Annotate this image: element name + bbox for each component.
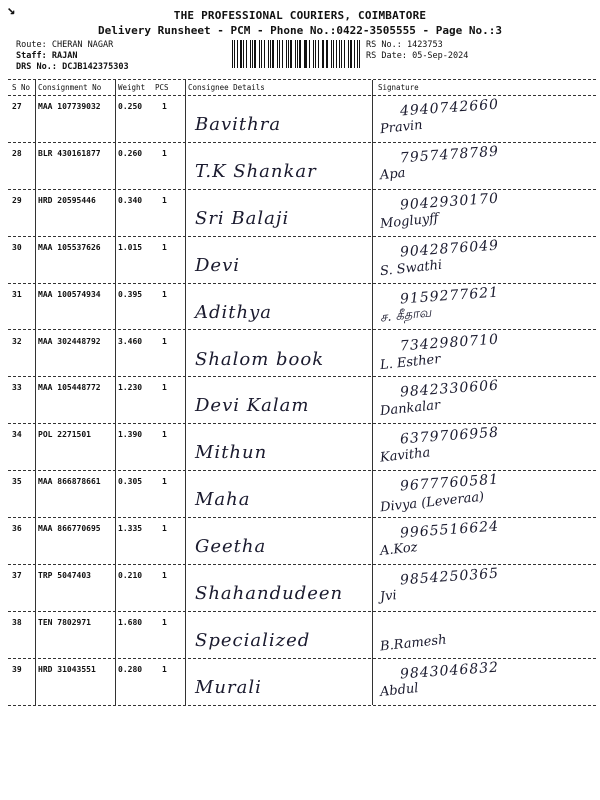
header-rule-top: [8, 79, 596, 80]
rs-no-line: [366, 40, 443, 50]
barcode-bar: [259, 40, 261, 68]
consignee-name: T.K Shankar: [195, 160, 317, 182]
company-title: THE PROFESSIONAL COURIERS, COIMBATORE: [173, 9, 427, 22]
consignee-name: Bavithra: [195, 114, 282, 135]
consignee-name: Shahandudeen: [195, 583, 344, 604]
recipient-signature: B.Ramesh: [379, 632, 448, 655]
serial-number: 34: [12, 430, 22, 440]
consignee-name: Murali: [195, 676, 262, 698]
barcode-bar: [309, 40, 311, 68]
consignee-name: Geetha: [195, 536, 267, 558]
barcode-bar: [326, 40, 328, 68]
recipient-phone: 7957478789: [399, 143, 500, 167]
consignment-number: MAA 302448792: [38, 336, 101, 346]
consignee-name: Maha: [195, 489, 251, 511]
serial-number: 32: [12, 336, 22, 346]
serial-number: 31: [12, 289, 22, 299]
pieces-count: 1: [162, 664, 167, 674]
weight-value: 0.210: [118, 571, 143, 580]
consignment-number: MAA 105448772: [38, 383, 101, 393]
consignment-number: MAA 866770695: [38, 524, 101, 534]
barcode-bar: [313, 40, 314, 68]
recipient-phone: 7342980710: [399, 331, 500, 354]
barcode-bar: [240, 40, 242, 68]
route-label: Route:: [16, 40, 47, 50]
pieces-count: 1: [162, 383, 167, 393]
rs-date-value: 05-Sep-2024: [412, 51, 469, 61]
barcode-bar: [331, 40, 332, 68]
staff-line: [16, 51, 77, 61]
barcode-bar: [318, 40, 319, 68]
pieces-count: 1: [162, 102, 167, 111]
table-row: [0, 518, 600, 565]
table-row: [0, 424, 600, 471]
consignee-name: Adithya: [195, 301, 273, 323]
barcode-bar: [359, 40, 360, 68]
route-line: [16, 40, 113, 50]
table-row: [0, 565, 600, 612]
table-row: [0, 190, 600, 237]
staff-label: Staff:: [16, 51, 47, 61]
barcode-bar: [279, 40, 280, 68]
recipient-phone: 4940742660: [399, 96, 500, 120]
barcode-bar: [344, 40, 345, 68]
recipient-signature: Kavitha: [379, 445, 431, 466]
barcode-bar: [305, 40, 306, 68]
barcode-bar: [341, 40, 342, 68]
barcode-bar: [354, 40, 355, 68]
recipient-signature: ச. கீதாவ: [379, 304, 433, 326]
barcode-bar: [315, 40, 316, 68]
recipient-signature: Dankalar: [379, 398, 441, 420]
consignment-number: MAA 105537626: [38, 242, 101, 252]
consignee-name: Shalom book: [195, 348, 325, 370]
drs-line: [16, 62, 129, 72]
barcode-bar: [246, 40, 247, 68]
barcode-bar: [357, 40, 358, 68]
serial-number: 30: [12, 242, 22, 252]
pieces-count: 1: [162, 336, 167, 346]
row-divider: [8, 705, 596, 706]
consignment-number: HRD 20595446: [38, 195, 96, 205]
consignment-number: HRD 31043551: [38, 664, 96, 674]
consignee-name: Sri Balaji: [195, 207, 290, 229]
barcode-bar: [290, 40, 292, 68]
consignment-number: MAA 866878661: [38, 477, 101, 487]
barcode-bar: [282, 40, 283, 68]
recipient-signature: Pravin: [379, 117, 424, 138]
consignee-name: Mithun: [195, 442, 268, 464]
serial-number: 35: [12, 477, 22, 487]
recipient-phone: 9854250365: [399, 565, 500, 589]
weight-value: 0.280: [118, 664, 143, 674]
serial-number: 27: [12, 102, 22, 111]
table-row: [0, 377, 600, 424]
recipient-phone: 9843046832: [399, 659, 500, 683]
serial-number: 33: [12, 383, 22, 393]
pieces-count: 1: [162, 148, 167, 158]
barcode-bar: [272, 40, 274, 68]
recipient-phone: 6379706958: [399, 424, 500, 448]
pieces-count: 1: [162, 617, 167, 627]
barcode-bar: [350, 40, 352, 68]
serial-number: 29: [12, 195, 22, 205]
drs-label: DRS No.:: [16, 62, 57, 72]
table-row: [0, 612, 600, 659]
recipient-signature: Mogluyff: [379, 210, 440, 232]
recipient-phone: 9042876049: [399, 237, 500, 261]
recipient-phone: 9042930170: [399, 190, 500, 214]
consignment-number: POL 2271501: [38, 430, 91, 440]
barcode-bar: [322, 40, 323, 68]
recipient-signature: L. Esther: [379, 351, 442, 373]
route-value: CHERAN NAGAR: [51, 40, 114, 50]
weight-value: 1.230: [118, 383, 143, 393]
consignee-name: Devi Kalam: [195, 395, 310, 417]
weight-value: 3.460: [118, 336, 143, 346]
table-row: [0, 284, 600, 331]
barcode-bar: [268, 40, 269, 68]
pieces-count: 1: [162, 524, 167, 534]
weight-value: 1.390: [118, 430, 143, 440]
recipient-signature: Abdul: [379, 680, 420, 700]
recipient-signature: Jvi: [379, 588, 398, 605]
col-header-weight: Weight: [118, 83, 146, 92]
barcode-bar: [232, 40, 233, 68]
serial-number: 38: [12, 617, 22, 627]
consignment-number: MAA 107739032: [38, 102, 101, 111]
table-row: [0, 237, 600, 284]
recipient-signature: Divya (Leveraa): [379, 489, 485, 516]
table-row: [0, 659, 600, 706]
recipient-phone: 9842330606: [399, 377, 500, 401]
pieces-count: 1: [162, 195, 167, 205]
barcode-bar: [234, 40, 235, 68]
drs-value: DCJB142375303: [62, 62, 129, 72]
barcode-bar: [336, 40, 337, 68]
weight-value: 0.260: [118, 148, 143, 158]
table-row: [0, 96, 600, 143]
barcode-bar: [254, 40, 255, 68]
barcode-bar: [288, 40, 289, 68]
barcode-bar: [243, 40, 244, 68]
rs-no-value: 1423753: [406, 40, 443, 50]
serial-number: 36: [12, 524, 22, 534]
pieces-count: 1: [162, 430, 167, 440]
barcode-bar: [348, 40, 349, 68]
consignment-number: MAA 100574934: [38, 289, 101, 299]
table-row: [0, 143, 600, 190]
col-header-consignee: Consignee Details: [188, 83, 265, 92]
col-header-pcs: PCS: [155, 83, 169, 92]
barcode-bar: [277, 40, 278, 68]
col-header-sno: S No: [12, 83, 31, 92]
consignment-number: TEN 7802971: [38, 617, 91, 627]
barcode-bar: [304, 40, 305, 68]
barcode-bar: [333, 40, 334, 68]
serial-number: 28: [12, 148, 22, 158]
barcode-bar: [261, 40, 262, 68]
barcode-bar: [286, 40, 287, 68]
serial-number: 37: [12, 571, 22, 580]
recipient-signature: Apa: [379, 165, 407, 184]
recipient-phone: 9677760581: [399, 471, 500, 495]
barcode-image: [232, 40, 362, 68]
serial-number: 39: [12, 664, 22, 674]
weight-value: 0.250: [118, 102, 143, 111]
staff-value: RAJAN: [51, 51, 78, 61]
weight-value: 1.335: [118, 524, 143, 534]
weight-value: 0.305: [118, 477, 143, 487]
pieces-count: 1: [162, 571, 167, 580]
barcode-bar: [339, 40, 340, 68]
recipient-signature: S. Swathi: [379, 257, 443, 279]
rs-date-label: RS Date:: [366, 51, 407, 61]
weight-value: 1.015: [118, 242, 143, 252]
barcode-bar: [323, 40, 324, 68]
consignee-name: Devi: [195, 254, 241, 276]
table-row: [0, 331, 600, 378]
barcode-bar: [270, 40, 271, 68]
weight-value: 1.680: [118, 617, 143, 627]
col-header-signature: Signature: [378, 83, 419, 92]
col-header-consignment: Consignment No: [38, 83, 102, 92]
consignment-number: TRP 5047403: [38, 571, 91, 580]
recipient-phone: 9159277621: [399, 284, 500, 308]
recipient-signature: A.Koz: [379, 540, 419, 560]
pieces-count: 1: [162, 289, 167, 299]
corner-pen-mark: ↘: [7, 2, 16, 18]
rs-no-label: RS No.:: [366, 40, 402, 50]
weight-value: 0.340: [118, 195, 143, 205]
pieces-count: 1: [162, 242, 167, 252]
recipient-phone: 9965516624: [399, 518, 500, 542]
barcode-bar: [252, 40, 253, 68]
pieces-count: 1: [162, 477, 167, 487]
table-row: [0, 471, 600, 518]
barcode-bar: [264, 40, 265, 68]
barcode-bar: [250, 40, 251, 68]
consignment-number: BLR 430161877: [38, 148, 101, 158]
barcode-bar: [297, 40, 298, 68]
runsheet-subtitle: Delivery Runsheet - PCM - Phone No.:0422-3505555 - Page No.:3: [98, 24, 502, 37]
weight-value: 0.395: [118, 289, 143, 299]
rs-date-line: [366, 51, 468, 61]
barcode-bar: [299, 40, 300, 68]
consignee-name: Specialized: [195, 629, 311, 651]
barcode-bar: [237, 40, 238, 68]
barcode-bar: [295, 40, 296, 68]
